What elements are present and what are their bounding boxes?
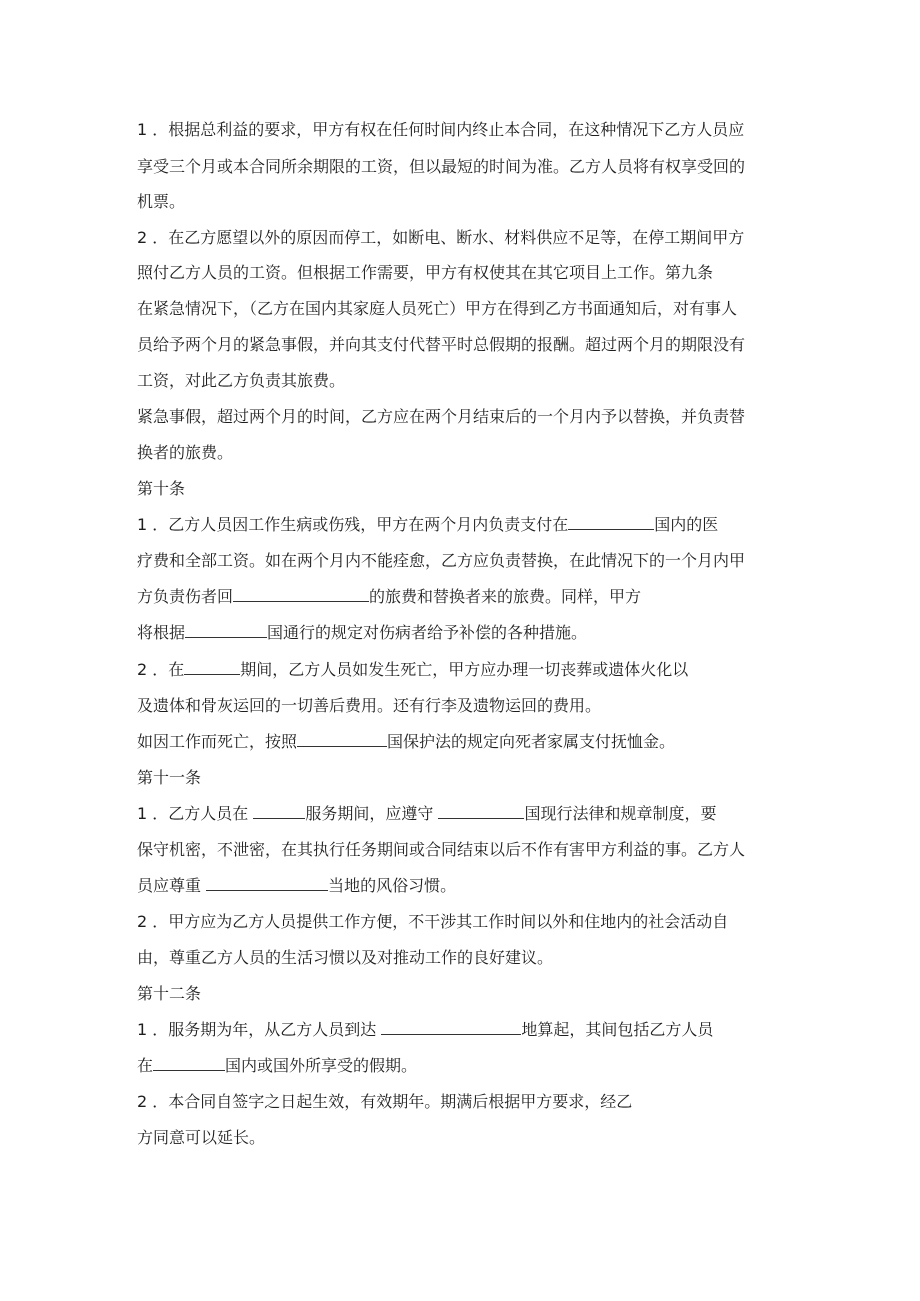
article-10-title: 第十条 (137, 479, 186, 498)
text-line: 照付乙方人员的工资。但根据工作需要，甲方有权使其在其它项目上工作。第九条 (137, 263, 714, 282)
article-12-title: 第十二条 (137, 984, 202, 1003)
text-line: 方同意可以延长。 (137, 1128, 266, 1147)
fill-blank (381, 1019, 521, 1035)
text-line (137, 803, 716, 825)
text-span: 的旅费和替换者来的旅费。同样，甲方 (369, 587, 642, 606)
text-line: 在紧急情况下，（乙方在国内其家庭人员死亡）甲方在得到乙方书面通知后，对有事人 (137, 299, 738, 318)
text-line (137, 1019, 713, 1041)
text-span: 地算起，其间包括乙方人员 (521, 1020, 714, 1039)
text-line: 享受三个月或本合同所余期限的工资，但以最短的时间为准。乙方人员将有权享受回的 (137, 157, 746, 176)
text-line (137, 659, 688, 681)
text-line: 2 ．在乙方愿望以外的原因而停工，如断电、断水、材料供应不足等，在停工期间甲方 (137, 228, 745, 247)
text-span: 服务期间，应遵守 (305, 804, 439, 823)
fill-blank (206, 875, 328, 891)
text-span: 员应尊重 (137, 876, 207, 895)
text-span: 当地的风俗习惯。 (328, 876, 457, 895)
text-span: 1 ．乙方人员在 (137, 804, 254, 823)
text-span: 如因工作而死亡，按照 (137, 732, 298, 751)
text-span: 1 ．服务期为年，从乙方人员到达 (137, 1020, 382, 1039)
text-line (137, 622, 587, 644)
text-line: 紧急事假，超过两个月的时间，乙方应在两个月结束后的一个月内予以替换，并负责替 (137, 407, 746, 426)
text-line (137, 875, 456, 897)
text-span: 将根据 (137, 623, 186, 642)
text-line: 机票。 (137, 192, 186, 211)
text-span: 2 ．在 (137, 660, 185, 679)
text-line: 由，尊重乙方人员的生活习惯以及对推动工作的良好建议。 (137, 948, 554, 967)
fill-blank (297, 731, 387, 747)
fill-blank (153, 1055, 225, 1071)
fill-blank (184, 659, 240, 675)
text-span: 国通行的规定对伤病者给予补偿的各种措施。 (267, 623, 588, 642)
text-span: 国保护法的规定向死者家属支付抚恤金。 (387, 732, 676, 751)
text-span: 期间，乙方人员如发生死亡，甲方应办理一切丧葬或遗体火化以 (240, 660, 689, 679)
text-span: 国现行法律和规章制度，要 (524, 804, 717, 823)
text-line (137, 514, 718, 536)
text-span: 方负责伤者回 (137, 587, 234, 606)
text-line: 员给予两个月的紧急事假，并向其支付代替平时总假期的报酬。超过两个月的期限没有 (137, 335, 746, 354)
text-span: 国内的医 (654, 515, 719, 534)
fill-blank (185, 622, 267, 638)
fill-blank (233, 586, 369, 602)
text-line: 疗费和全部工资。如在两个月内不能痊愈，乙方应负责替换，在此情况下的一个月内甲 (137, 551, 746, 570)
text-line: 2 ．甲方应为乙方人员提供工作方便，不干涉其工作时间以外和住地内的社会活动自 (137, 912, 729, 931)
text-span: 国内或国外所享受的假期。 (225, 1056, 418, 1075)
text-line: 1 ．根据总利益的要求，甲方有权在任何时间内终止本合同，在这种情况下乙方人员应 (137, 120, 745, 139)
text-line (137, 586, 641, 608)
text-line (137, 1055, 417, 1077)
text-line (137, 731, 675, 753)
fill-blank (253, 803, 305, 819)
text-span: 在 (137, 1056, 154, 1075)
fill-blank (568, 514, 654, 530)
text-line: 工资，对此乙方负责其旅费。 (137, 371, 346, 390)
text-line: 及遗体和骨灰运回的一切善后费用。还有行李及遗物运回的费用。 (137, 696, 602, 715)
text-line: 换者的旅费。 (137, 443, 234, 462)
text-span: 1 ．乙方人员因工作生病或伤残，甲方在两个月内负责支付在 (137, 515, 569, 534)
text-line: 保守机密，不泄密，在其执行任务期间或合同结束以后不作有害甲方利益的事。乙方人 (137, 840, 746, 859)
article-11-title: 第十一条 (137, 768, 202, 787)
text-line: 2 ．本合同自签字之日起生效，有效期年。期满后根据甲方要求，经乙 (137, 1092, 633, 1111)
fill-blank (438, 803, 524, 819)
